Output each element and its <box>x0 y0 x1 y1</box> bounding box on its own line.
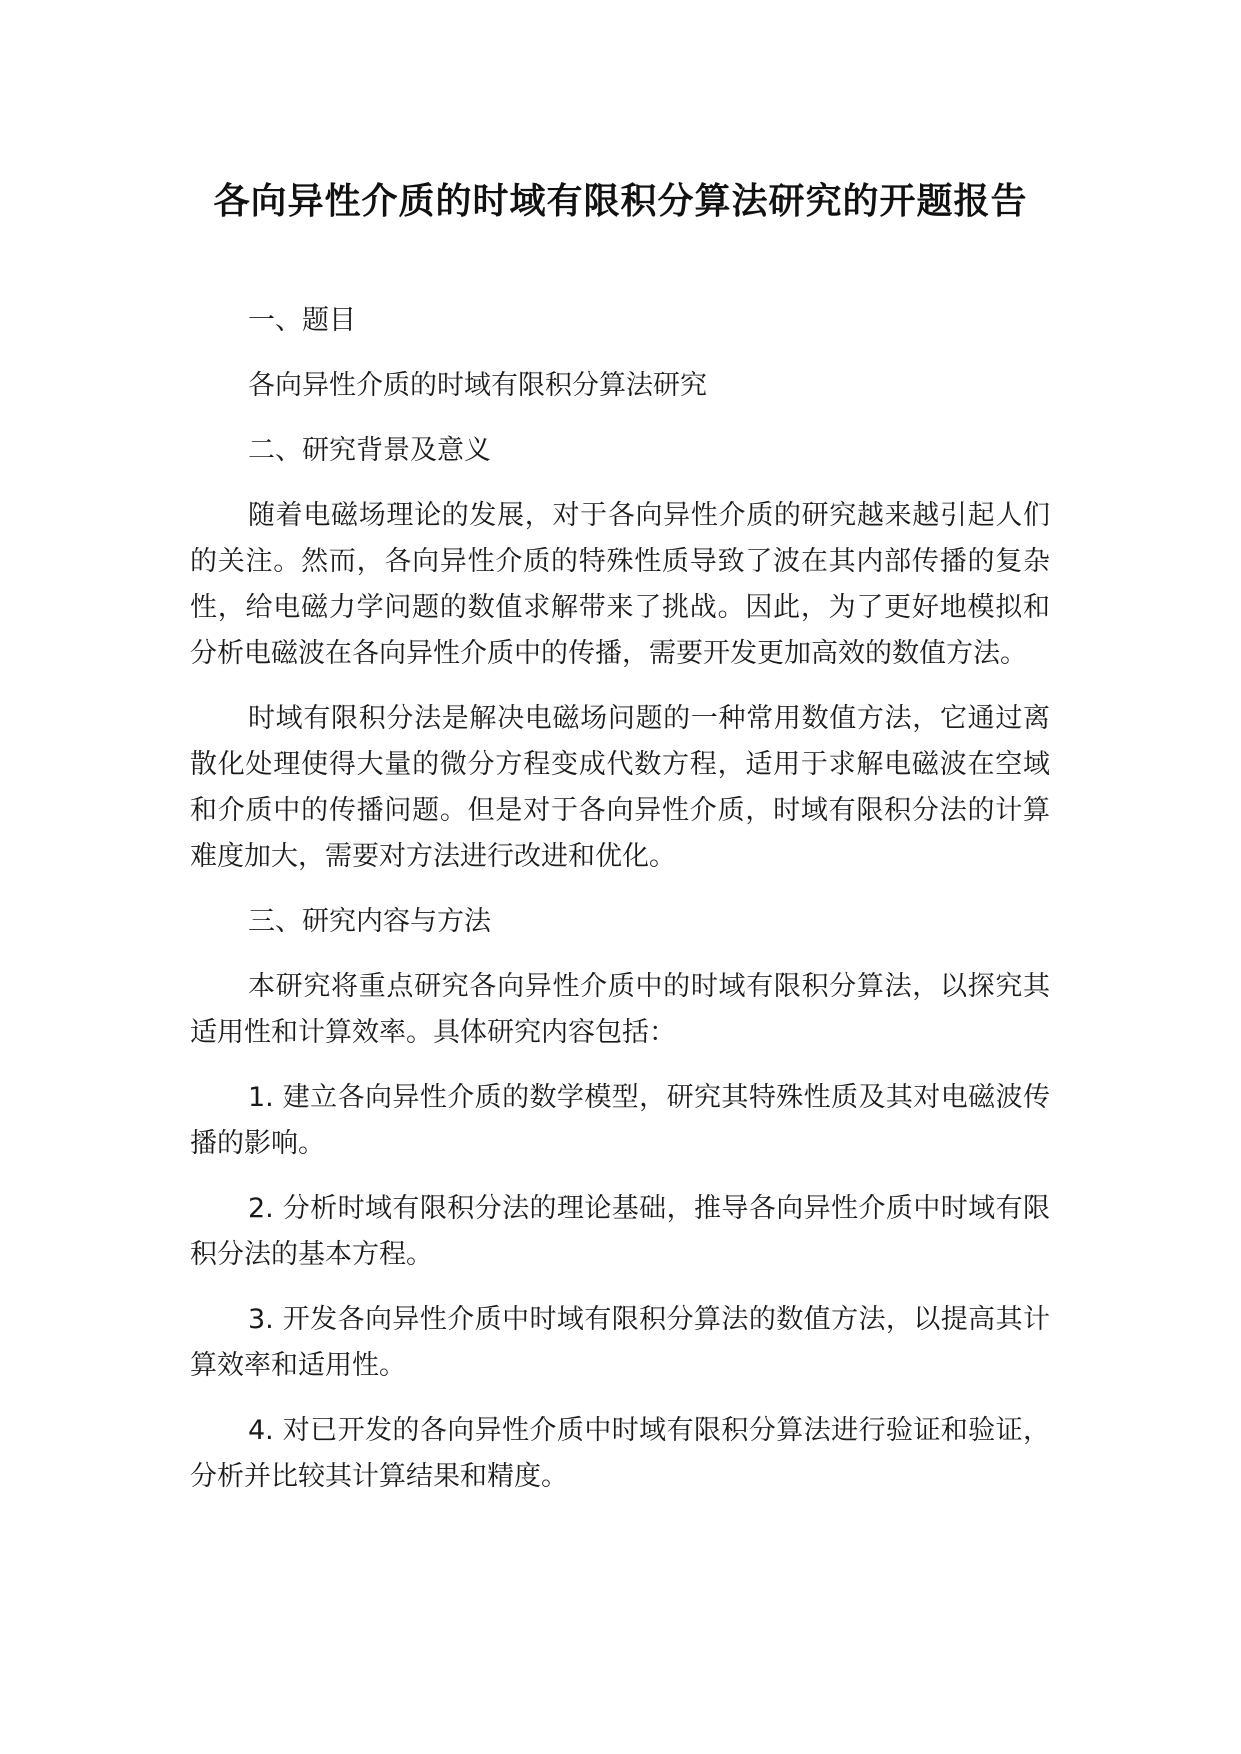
section-heading-topic: 一、题目 <box>248 305 356 336</box>
background-paragraph: 时域有限积分法是解决电磁场问题的一种常用数值方法，它通过离散化处理使得大量的微分方程变成代数方程，适用于求解电磁波在空域和介质中的传播问题。但是对于各向异性介质，时域有限积分法的计算难度加大，需要对方法进行改进和优化。 <box>190 703 1050 872</box>
background-paragraph: 随着电磁场理论的发展，对于各向异性介质的研究越来越引起人们的关注。然而，各向异性介质的特殊性质导致了波在其内部传播的复杂性，给电磁力学问题的数值求解带来了挑战。因此，为了更好地模拟和分析电磁波在各向异性介质中的传播，需要开发更加高效的数值方法。 <box>190 500 1050 669</box>
list-item: 3. 开发各向异性介质中时域有限积分算法的数值方法，以提高其计算效率和适用性。 <box>190 1304 1050 1381</box>
section-heading-background: 二、研究背景及意义 <box>248 435 491 466</box>
list-item: 2. 分析时域有限积分法的理论基础，推导各向异性介质中时域有限积分法的基本方程。 <box>190 1193 1050 1270</box>
section-heading-content-methods: 三、研究内容与方法 <box>248 906 491 937</box>
list-item: 4. 对已开发的各向异性介质中时域有限积分算法进行验证和验证，分析并比较其计算结果和精度。 <box>190 1415 1050 1492</box>
topic-text: 各向异性介质的时域有限积分算法研究 <box>248 370 707 401</box>
content-intro-paragraph: 本研究将重点研究各向异性介质中的时域有限积分算法，以探究其适用性和计算效率。具体研究内容包括： <box>190 971 1050 1048</box>
document-body <box>190 298 1050 1519</box>
document-title: 各向异性介质的时域有限积分算法研究的开题报告 <box>213 181 1028 222</box>
list-item: 1. 建立各向异性介质的数学模型，研究其特殊性质及其对电磁波传播的影响。 <box>190 1082 1050 1159</box>
